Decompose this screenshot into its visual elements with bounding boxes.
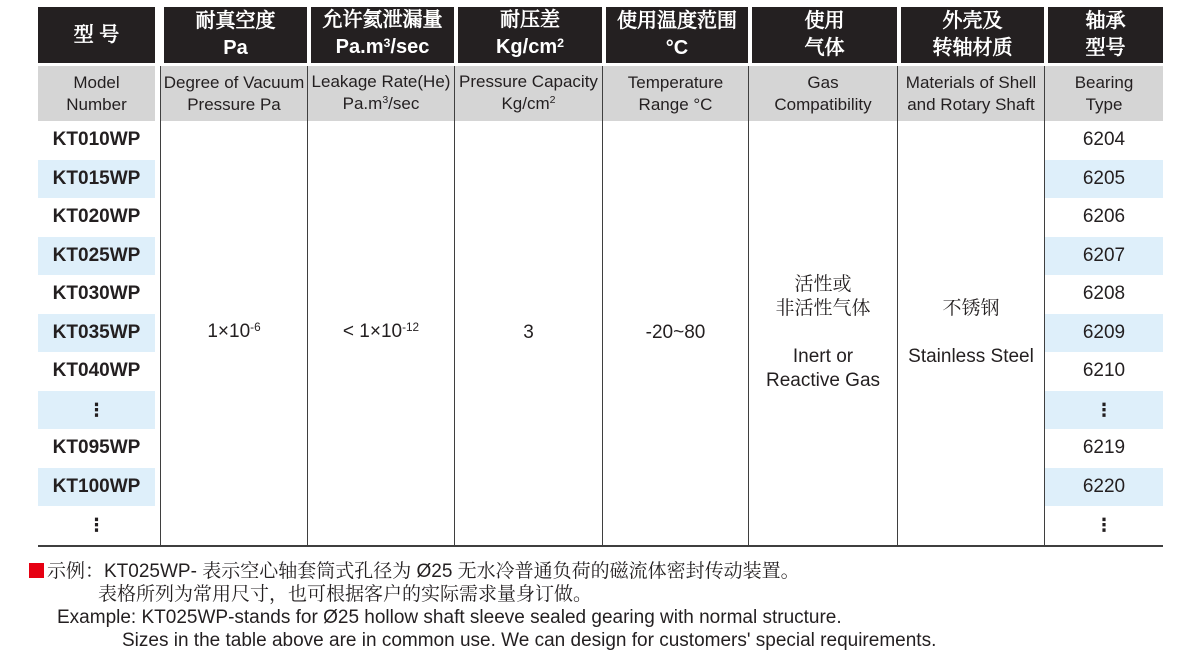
bearing-ellipsis-cell: ⋮ bbox=[1044, 391, 1163, 430]
header-bearing-en: Bearing Type bbox=[1044, 66, 1163, 121]
bearing-cell: 6208 bbox=[1044, 275, 1163, 314]
model-cell: KT035WP bbox=[38, 314, 160, 353]
note-line-4: Sizes in the table above are in common use. We can design for customers' special requirements. bbox=[122, 630, 937, 651]
header-row-zh bbox=[38, 7, 1163, 66]
header-temperature-zh: 使用温度范围 °C bbox=[602, 7, 748, 66]
table-body bbox=[38, 121, 1163, 545]
spec-table bbox=[38, 7, 1163, 547]
header-leakage-zh: 允许氦泄漏量 $Pa.m^3/\sec$ bbox=[307, 7, 454, 66]
header-materials-en: Materials of Shell and Rotary Shaft bbox=[897, 66, 1044, 121]
materials-value-cell: 不锈钢 Stainless Steel bbox=[897, 121, 1044, 545]
bearing-cell: 6207 bbox=[1044, 237, 1163, 276]
header-temperature-en: Temperature Range °C bbox=[602, 66, 748, 121]
header-leakage-en: Leakage Rate(He) $Pa.m^3/\sec$ bbox=[307, 66, 454, 121]
header-bearing-zh: 轴承 型号 bbox=[1044, 7, 1163, 66]
header-materials-zh: 外壳及 转轴材质 bbox=[897, 7, 1044, 66]
header-gas-en: Gas Compatibility bbox=[748, 66, 897, 121]
model-cell: KT010WP bbox=[38, 121, 160, 160]
model-cell: KT030WP bbox=[38, 275, 160, 314]
header-pressure-en: Pressure Capacity $Kg/cm^2$ bbox=[454, 66, 602, 121]
header-gas-zh: 使用 气体 bbox=[748, 7, 897, 66]
note-line1-text: 示例：KT025WP- 表示空心轴套筒式孔径为 Ø25 无水冷普通负荷的磁流体密封传动装置。 bbox=[47, 561, 800, 582]
bearing-cell: 6209 bbox=[1044, 314, 1163, 353]
header-model-en: Model Number bbox=[38, 66, 160, 121]
model-cell: KT100WP bbox=[38, 468, 160, 507]
table-row bbox=[38, 121, 1163, 160]
note-line-1 bbox=[29, 560, 936, 583]
note-line-2: 表格所列为常用尺寸，也可根据客户的实际需求量身订做。 bbox=[98, 584, 593, 605]
header-vacuum-en: Degree of Vacuum Pressure Pa bbox=[160, 66, 307, 121]
model-cell: KT020WP bbox=[38, 198, 160, 237]
bearing-cell: 6206 bbox=[1044, 198, 1163, 237]
model-ellipsis-cell: ⋮ bbox=[38, 506, 160, 545]
notes bbox=[29, 560, 936, 652]
model-cell: KT015WP bbox=[38, 160, 160, 199]
temperature-value-cell: -20~80 bbox=[602, 121, 748, 545]
bearing-cell: 6205 bbox=[1044, 160, 1163, 199]
table-header bbox=[38, 7, 1163, 121]
header-model-zh: 型 号 bbox=[38, 7, 160, 66]
gas-value-cell: 活性或 非活性气体 Inert or Reactive Gas bbox=[748, 121, 897, 545]
leakage-value-cell: < $1\times 10^{-12}$ bbox=[307, 121, 454, 545]
vacuum-value-cell: $1\times 10^{-6}$ bbox=[160, 121, 307, 545]
bearing-cell: 6210 bbox=[1044, 352, 1163, 391]
header-row-en bbox=[38, 66, 1163, 121]
model-cell: KT040WP bbox=[38, 352, 160, 391]
model-cell: KT025WP bbox=[38, 237, 160, 276]
bearing-cell: 6219 bbox=[1044, 429, 1163, 468]
bearing-cell: 6220 bbox=[1044, 468, 1163, 507]
bearing-ellipsis-cell: ⋮ bbox=[1044, 506, 1163, 545]
model-ellipsis-cell: ⋮ bbox=[38, 391, 160, 430]
header-vacuum-zh: 耐真空度 Pa bbox=[160, 7, 307, 66]
header-pressure-zh: 耐压差 $Kg/cm^2$ bbox=[454, 7, 602, 66]
bearing-cell: 6204 bbox=[1044, 121, 1163, 160]
red-square-icon bbox=[29, 563, 44, 578]
model-cell: KT095WP bbox=[38, 429, 160, 468]
note-line-3: Example: KT025WP-stands for Ø25 hollow shaft sleeve sealed gearing with normal structure. bbox=[57, 607, 842, 628]
pressure-value-cell: 3 bbox=[454, 121, 602, 545]
